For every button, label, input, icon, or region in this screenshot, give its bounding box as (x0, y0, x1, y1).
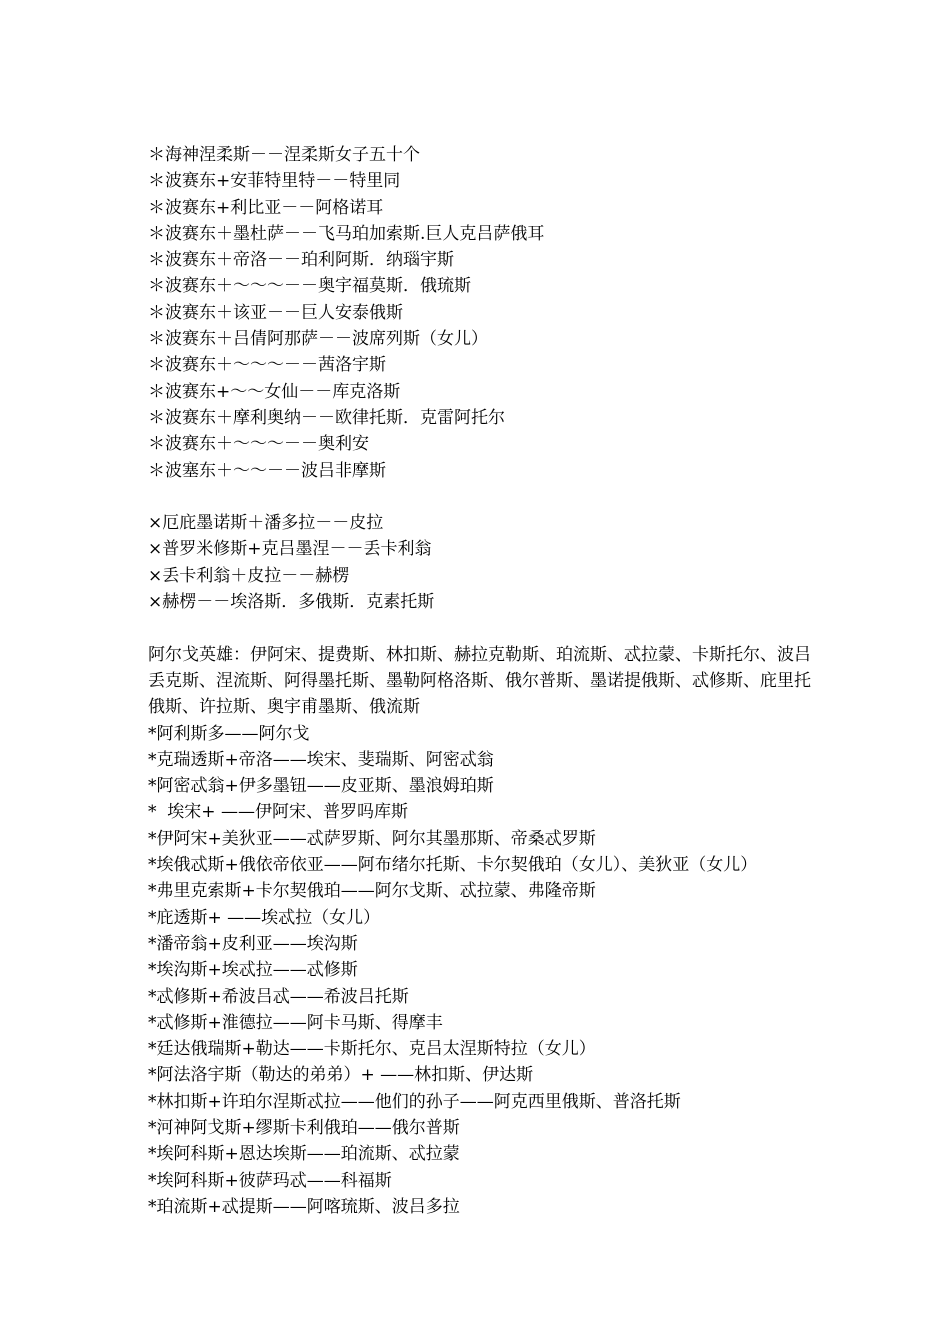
section-spacer (148, 484, 818, 510)
genealogy-line: *埃阿科斯+彼萨玛忒——科福斯 (148, 1170, 392, 1191)
poseidon-genealogy-section (148, 142, 818, 484)
genealogy-line: ×厄庇墨诺斯＋潘多拉－－皮拉 (148, 513, 384, 534)
genealogy-line: *弗里克索斯+卡尔契俄珀——阿尔戈斯、忒拉蒙、弗隆帝斯 (148, 881, 596, 902)
argonauts-section (148, 642, 818, 1221)
genealogy-line: ＊波赛东＋～～～－－茜洛宇斯 (148, 355, 386, 376)
genealogy-line: *忒修斯+淮德拉——阿卡马斯、得摩丰 (148, 1012, 443, 1033)
section-spacer (148, 615, 818, 641)
genealogy-line: *廷达俄瑞斯+勒达——卡斯托尔、克吕太涅斯特拉（女儿） (148, 1039, 596, 1060)
genealogy-line: ＊波赛东＋吕倩阿那萨－－波席列斯（女儿） (148, 329, 488, 350)
genealogy-line: *林扣斯+许珀尔涅斯忒拉——他们的孙子——阿克西里俄斯、普洛托斯 (148, 1091, 681, 1112)
genealogy-line: *埃阿科斯+恩达埃斯——珀流斯、忒拉蒙 (148, 1144, 460, 1165)
genealogy-line: *埃俄忒斯+俄依帝依亚——阿布绪尔托斯、卡尔契俄珀（女儿）、美狄亚（女儿） (148, 855, 758, 876)
genealogy-line: ×丢卡利翁＋皮拉－－赫楞 (148, 565, 350, 586)
argonaut-genealogy-list (148, 721, 818, 1221)
genealogy-line: ＊波赛东+～～女仙－－库克洛斯 (148, 381, 401, 402)
genealogy-line: ＊波赛东＋该亚－－巨人安泰俄斯 (148, 302, 403, 323)
genealogy-line: ×普罗米修斯+克吕墨涅－－丢卡利翁 (148, 539, 432, 560)
genealogy-line: ＊波赛东＋～～～－－奥利安 (148, 434, 369, 455)
genealogy-line: *河神阿戈斯+缪斯卡利俄珀——俄尔普斯 (148, 1117, 460, 1138)
genealogy-line: ＊波赛东＋摩利奥纳－－欧律托斯．克雷阿托尔 (148, 407, 505, 428)
genealogy-line: *庇透斯+ ——埃忒拉（女儿） (148, 907, 381, 928)
genealogy-line: *潘帝翁+皮利亚——埃沟斯 (148, 933, 358, 954)
genealogy-line: *珀流斯+忒提斯——阿喀琉斯、波吕多拉 (148, 1196, 460, 1217)
document-body (148, 142, 818, 1220)
genealogy-line: ＊波赛东+安菲特里特－－特里同 (148, 171, 401, 192)
genealogy-line: *阿法洛宇斯（勒达的弟弟）+ ——林扣斯、伊达斯 (148, 1065, 534, 1086)
genealogy-line: ×赫楞－－埃洛斯．多俄斯．克素托斯 (148, 592, 435, 613)
human-lineage-section (148, 510, 818, 615)
genealogy-line: *阿利斯多——阿尔戈 (148, 723, 310, 744)
genealogy-line: *克瑞透斯+帝洛——埃宋、斐瑞斯、阿密忒翁 (148, 749, 494, 770)
genealogy-line: ＊波赛东＋墨杜萨－－飞马珀加索斯.巨人克吕萨俄耳 (148, 223, 545, 244)
genealogy-line: ＊波赛东＋帝洛－－珀利阿斯．纳瑙宇斯 (148, 250, 454, 271)
argonaut-heroes-paragraph: 阿尔戈英雄：伊阿宋、提费斯、林扣斯、赫拉克勒斯、珀流斯、忒拉蒙、卡斯托尔、波吕丢克斯、涅流斯、阿得墨托斯、墨勒阿格洛斯、俄尔普斯、墨诺提俄斯、忒修斯、庇里托俄斯、许拉斯、奥宇甫墨斯、俄流斯 (148, 644, 811, 718)
genealogy-line: *埃沟斯+埃忒拉——忒修斯 (148, 960, 358, 981)
genealogy-line: ＊波赛东+利比亚－－阿格诺耳 (148, 197, 384, 218)
genealogy-line: ＊波赛东＋～～～－－奥宇福莫斯．俄琉斯 (148, 276, 471, 297)
genealogy-line: *阿密忒翁+伊多墨钮——皮亚斯、墨浪姆珀斯 (148, 776, 494, 797)
genealogy-line: *伊阿宋+美狄亚——忒萨罗斯、阿尔其墨那斯、帝桑忒罗斯 (148, 828, 596, 849)
genealogy-line: *忒修斯+希波吕忒——希波吕托斯 (148, 986, 409, 1007)
genealogy-line: ＊波塞东＋～～－－波吕非摩斯 (148, 460, 386, 481)
genealogy-line: * 埃宋+ ——伊阿宋、普罗吗库斯 (148, 802, 408, 823)
genealogy-line: ＊海神涅柔斯－－涅柔斯女子五十个 (148, 145, 420, 165)
